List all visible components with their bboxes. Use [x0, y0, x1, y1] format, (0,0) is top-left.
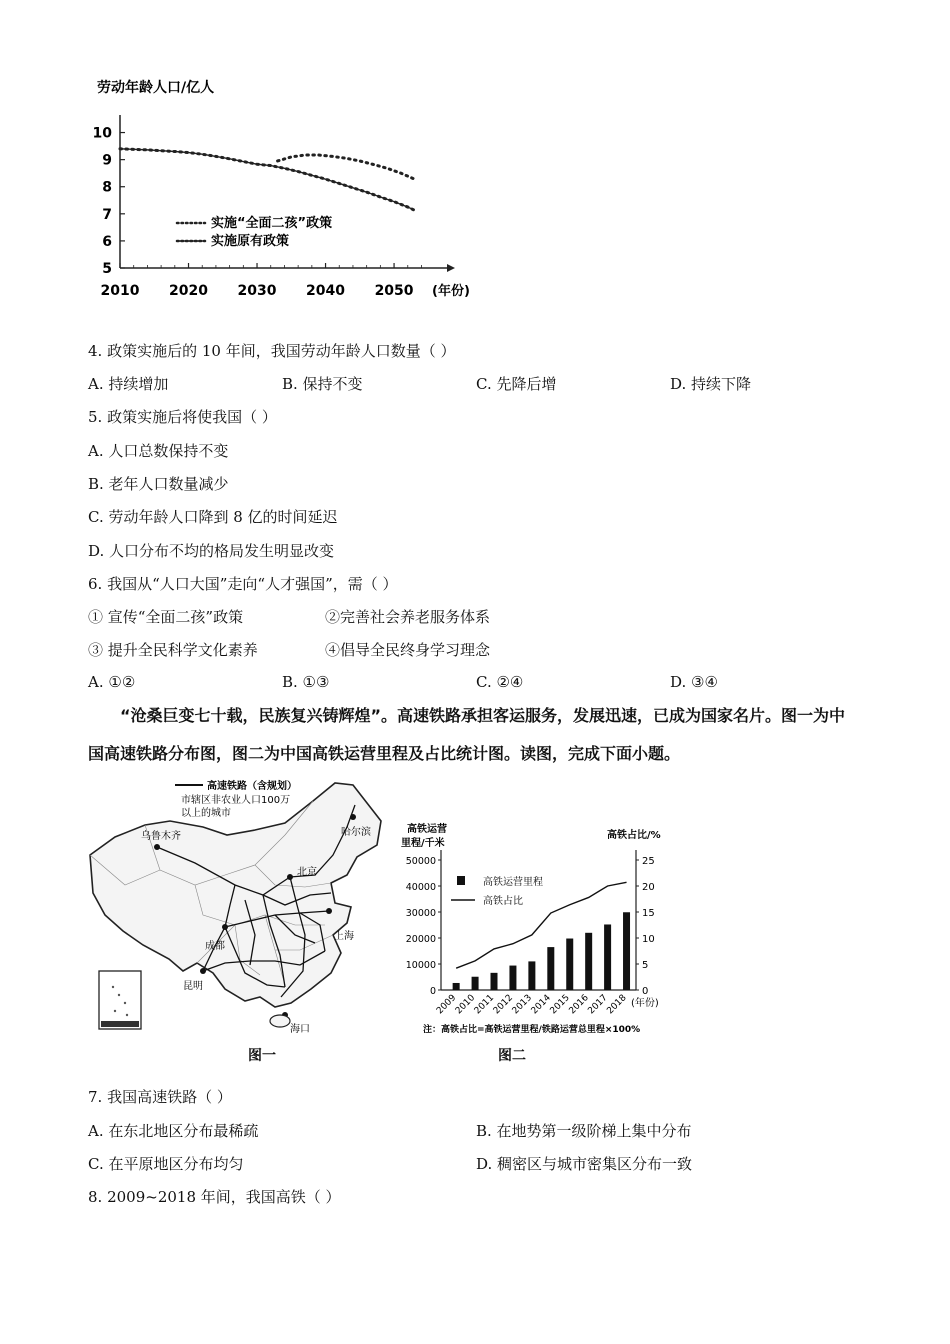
chart2-legend-bar-label: 高铁运营里程 — [483, 877, 543, 888]
question-4-option-b[interactable]: B. 保持不变 — [282, 375, 363, 393]
chart2-bar — [472, 977, 479, 990]
chart2-right-label: 高铁占比/% — [607, 830, 661, 841]
chart2-x-tick-label: 2016 — [567, 993, 591, 1017]
chart2-right-tick-label: 20 — [642, 882, 655, 893]
chart1-legend-label-2: 实施原有政策 — [211, 234, 290, 249]
question-6-statement-1: ① 宣传“全面二孩”政策 — [88, 608, 244, 626]
chart1-y-tick-label: 9 — [102, 152, 112, 169]
chart2-legend-bar-swatch — [457, 876, 465, 885]
chart2-right-tick-label: 10 — [642, 934, 655, 945]
question-6-option-b[interactable]: B. ①③ — [282, 673, 330, 691]
question-5-option-b[interactable]: B. 老年人口数量减少 — [88, 475, 229, 493]
chart1-y-tick-label: 10 — [92, 125, 112, 142]
chart2-right-tick-label: 0 — [642, 986, 649, 997]
city-label-harbin: 哈尔滨 — [341, 827, 371, 838]
chart1-y-tick-label: 6 — [102, 233, 112, 250]
question-7-stem: 7. 我国高速铁路（ ） — [88, 1088, 232, 1106]
chart1-series-two-child-policy — [278, 155, 415, 179]
chart1-series-original-policy-line — [120, 149, 415, 210]
chart2-left-tick-label: 40000 — [405, 882, 436, 893]
question-6-statement-2: ②完善社会养老服务体系 — [325, 608, 491, 626]
chart2-bar — [623, 912, 630, 990]
chart2-x-tick-label: 2018 — [605, 993, 629, 1017]
labor-population-chart — [85, 70, 495, 310]
china-hsr-map — [85, 775, 400, 1037]
chart2-note: 注：高铁占比=高铁运营里程/铁路运营总里程×100% — [423, 1025, 641, 1035]
question-7-option-d[interactable]: D. 稠密区与城市密集区分布一致 — [476, 1155, 693, 1173]
chart1-x-axis-arrow — [447, 264, 455, 272]
city-label-urumqi: 乌鲁木齐 — [141, 831, 181, 842]
chart2-bar — [453, 983, 460, 990]
chart2-x-tick-label: 2010 — [453, 993, 478, 1017]
chart1-x-unit: (年份) — [432, 284, 470, 299]
chart1-x-tick-label: 2050 — [374, 283, 414, 299]
chart2-x-tick-label: 2009 — [434, 993, 459, 1017]
chart2-x-tick-label: 2011 — [472, 993, 497, 1017]
question-6-option-c[interactable]: C. ②④ — [476, 673, 524, 691]
chart2-left-tick-label: 10000 — [405, 960, 436, 971]
question-6-option-a[interactable]: A. ①② — [88, 673, 136, 691]
chart2-x-tick-label: 2014 — [529, 993, 553, 1017]
question-7-option-c[interactable]: C. 在平原地区分布均匀 — [88, 1155, 244, 1173]
question-4-stem: 4. 政策实施后的 10 年间，我国劳动年龄人口数量（ ） — [88, 342, 456, 360]
city-label-beijing: 北京 — [297, 867, 317, 878]
question-8-stem: 8. 2009~2018 年间，我国高铁（ ） — [88, 1188, 341, 1206]
question-6-stem: 6. 我国从“人口大国”走向“人才强国”，需（ ） — [88, 575, 398, 593]
chart2-left-tick-label: 0 — [429, 986, 436, 997]
city-label-shanghai: 上海 — [334, 931, 354, 942]
chart2-right-tick-label: 15 — [642, 908, 655, 919]
chart2-x-tick-label: 2012 — [491, 993, 516, 1017]
chart1-legend — [177, 215, 332, 249]
chart2-left-tick-label: 20000 — [405, 934, 436, 945]
hsr-mileage-chart — [393, 820, 683, 1040]
question-6-statement-3: ③ 提升全民科学文化素养 — [88, 641, 258, 659]
map-legend-city-2: 以上的城市 — [181, 808, 231, 819]
question-6-option-d[interactable]: D. ③④ — [670, 673, 718, 691]
chart2-bar — [547, 947, 554, 990]
chart2-bar — [509, 966, 516, 990]
chart2-ratio-line — [456, 882, 626, 968]
chart2-right-tick-label: 25 — [642, 856, 655, 867]
chart1-y-tick-label: 5 — [102, 261, 112, 277]
chart2-bar — [585, 933, 592, 990]
figure-2-caption: 图二 — [498, 1048, 526, 1064]
chart2-left-label-2: 里程/千米 — [401, 838, 445, 849]
chart2-left-label-1: 高铁运营 — [407, 824, 447, 835]
chart2-x-tick-label: 2015 — [548, 993, 572, 1017]
map-legend-railway: 高速铁路（含规划） — [207, 781, 297, 792]
chart1-y-axis-label: 劳动年龄人口/亿人 — [97, 80, 215, 96]
question-5-option-c[interactable]: C. 劳动年龄人口降到 8 亿的时间延迟 — [88, 508, 338, 526]
hainan-island — [270, 1015, 290, 1027]
chart2-x-tick-label: 2017 — [586, 993, 610, 1017]
chart2-left-tick-label: 30000 — [405, 908, 436, 919]
question-6-statement-4: ④倡导全民终身学习理念 — [325, 641, 491, 659]
question-4-option-c[interactable]: C. 先降后增 — [476, 375, 557, 393]
map-legend-city-1: 市辖区非农业人口100万 — [181, 795, 291, 806]
chart1-x-tick-label: 2010 — [100, 283, 140, 299]
question-7-option-a[interactable]: A. 在东北地区分布最稀疏 — [88, 1122, 259, 1140]
chart1-y-tick-label: 8 — [102, 179, 112, 196]
chart1-legend-label-1: 实施“全面二孩”政策 — [211, 216, 333, 231]
reading-passage: “沧桑巨变七十载，民族复兴铸辉煌”。高速铁路承担客运服务，发展迅速，已成为国家名片。图一为中国高速铁路分布图，图二为中国高铁运营里程及占比统计图。读图，完成下面小题。 — [88, 706, 846, 763]
city-label-kunming: 昆明 — [183, 981, 203, 992]
city-label-chengdu: 成都 — [205, 941, 225, 952]
chart2-bar — [604, 924, 611, 990]
chart2-left-tick-label: 50000 — [405, 856, 436, 867]
question-5-option-d[interactable]: D. 人口分布不均的格局发生明显改变 — [88, 542, 335, 560]
figure-1-caption: 图一 — [248, 1048, 276, 1064]
question-5-option-a[interactable]: A. 人口总数保持不变 — [88, 442, 229, 460]
chart2-legend-line-label: 高铁占比 — [483, 896, 523, 907]
question-7-option-b[interactable]: B. 在地势第一级阶梯上集中分布 — [476, 1122, 692, 1140]
chart2-bar — [566, 939, 573, 990]
chart2-right-tick-label: 5 — [642, 960, 649, 971]
question-4-option-d[interactable]: D. 持续下降 — [670, 375, 752, 393]
chart2-x-tick-label: 2013 — [510, 993, 534, 1017]
city-label-haikou: 海口 — [290, 1024, 310, 1035]
chart2-bar — [528, 961, 535, 990]
question-4-option-a[interactable]: A. 持续增加 — [88, 375, 169, 393]
chart2-x-unit: (年份) — [631, 998, 659, 1009]
chart1-y-tick-label: 7 — [102, 206, 112, 223]
chart2-bar — [491, 973, 498, 990]
chart1-x-tick-label: 2040 — [306, 283, 346, 299]
chart1-series-original-policy — [120, 149, 415, 210]
south-china-sea-inset — [99, 971, 141, 1029]
chart1-x-tick-label: 2020 — [169, 283, 208, 299]
chart1-x-tick-label: 2030 — [237, 283, 277, 299]
question-5-stem: 5. 政策实施后将使我国（ ） — [88, 408, 277, 426]
